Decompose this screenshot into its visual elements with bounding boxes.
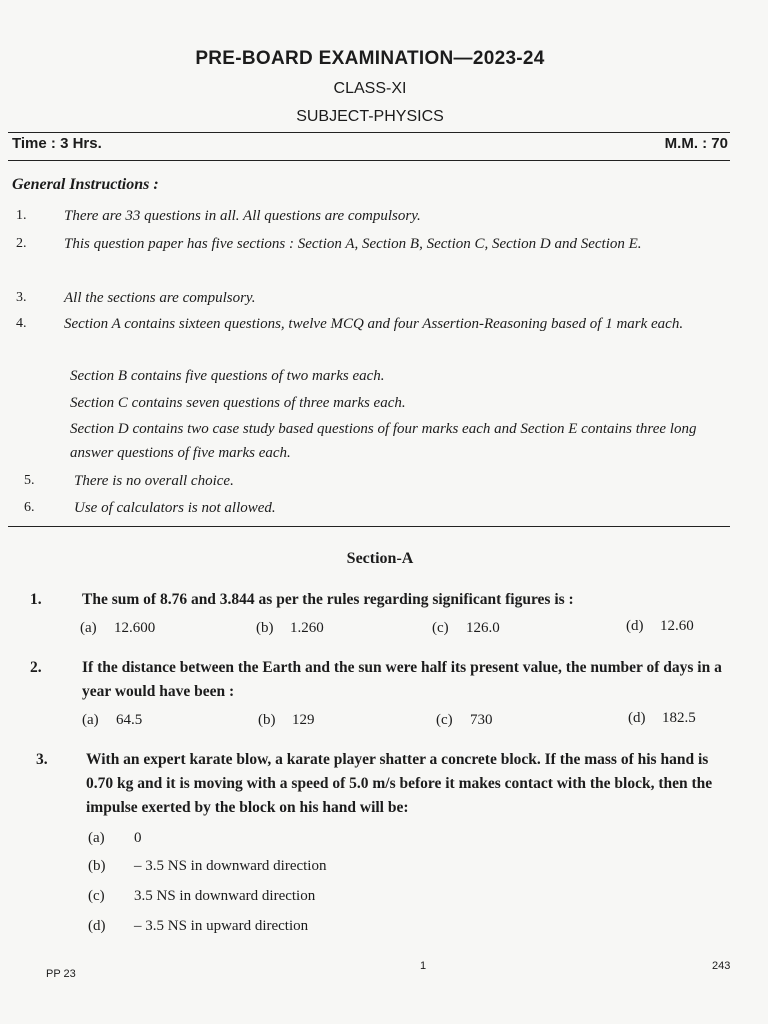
option-3c: (c) 3.5 NS in downward direction: [88, 888, 316, 904]
class-label: CLASS-XI: [333, 80, 407, 97]
footer-code: PP 23: [46, 968, 76, 980]
option-2b: (b) 129: [258, 712, 315, 728]
option-1d: (d) 12.60: [626, 618, 694, 634]
option-1c: (c) 126.0: [432, 620, 500, 636]
section-divider: [8, 526, 730, 527]
subject-label: SUBJECT-PHYSICS: [296, 108, 444, 125]
instructions-title: General Instructions :: [12, 176, 159, 193]
page-number: 1: [420, 960, 427, 972]
footer-page-ref: 243: [712, 960, 731, 972]
option-2a: (a) 64.5: [82, 712, 143, 728]
meta-divider: [8, 160, 730, 161]
option-1a: (a) 12.600: [80, 620, 156, 636]
option-3a: (a) 0: [88, 830, 142, 846]
exam-title: PRE-BOARD EXAMINATION—2023-24: [195, 48, 545, 69]
option-3b: (b) – 3.5 NS in downward direction: [88, 858, 327, 874]
option-1b: (b) 1.260: [256, 620, 324, 636]
top-divider: [8, 132, 730, 133]
exam-page: PRE-BOARD EXAMINATION—2023-24 CLASS-XI SUBJECT-PHYSICS Time : 3 Hrs. M.M. : 70 General Instructions : 1. There are 33 questions in all. All questions are compulsory. 2. This question paper has five sections : Section A, Section B, Section C, Section D and Section E. 3. All the sections are compulsory. 4. Section A contains sixteen questions, twelve MCQ and four Assertion-Reasoning based of 1 mark each. Section B contains five questions of two marks each. Section C contains seven questions of three marks each. Section D contains two case study based questions of four marks each and Section E contains three long answer questions of five marks each. 5. There is no overall choice. 6. Use of calculators is not allowed. Section-A 1. The sum of 8.76 and 3.844 as per the rules regarding significant figures is : (a) 12.600 (b) 1.260 (c) 126.0 (d) 12.60 2. If the distance between the Earth and the sun were half its present value, the number of days in a year would have been : (a) 64.5 (b) 129 (c) 730 (d) 182.5 3. With an expert karate blow, a karate player shatter a concrete block. If the mass of his hand is 0.70 kg and it is moving with a speed of 5.0 m/s before it makes contact with the block, then the impulse exerted by the block on his hand will be: (a) 0 (b) – 3.5 NS in downward direction (c) 3.5 NS in downward direction (d) – 3.5 NS in upward direction PP 23 1 243: [0, 0, 768, 1024]
max-marks-label: M.M. : 70: [664, 135, 728, 152]
time-label: Time : 3 Hrs.: [12, 135, 102, 152]
option-3d: (d) – 3.5 NS in upward direction: [88, 918, 309, 934]
section-title: Section-A: [346, 550, 414, 567]
option-2d: (d) 182.5: [628, 710, 696, 726]
option-2c: (c) 730: [436, 712, 493, 728]
